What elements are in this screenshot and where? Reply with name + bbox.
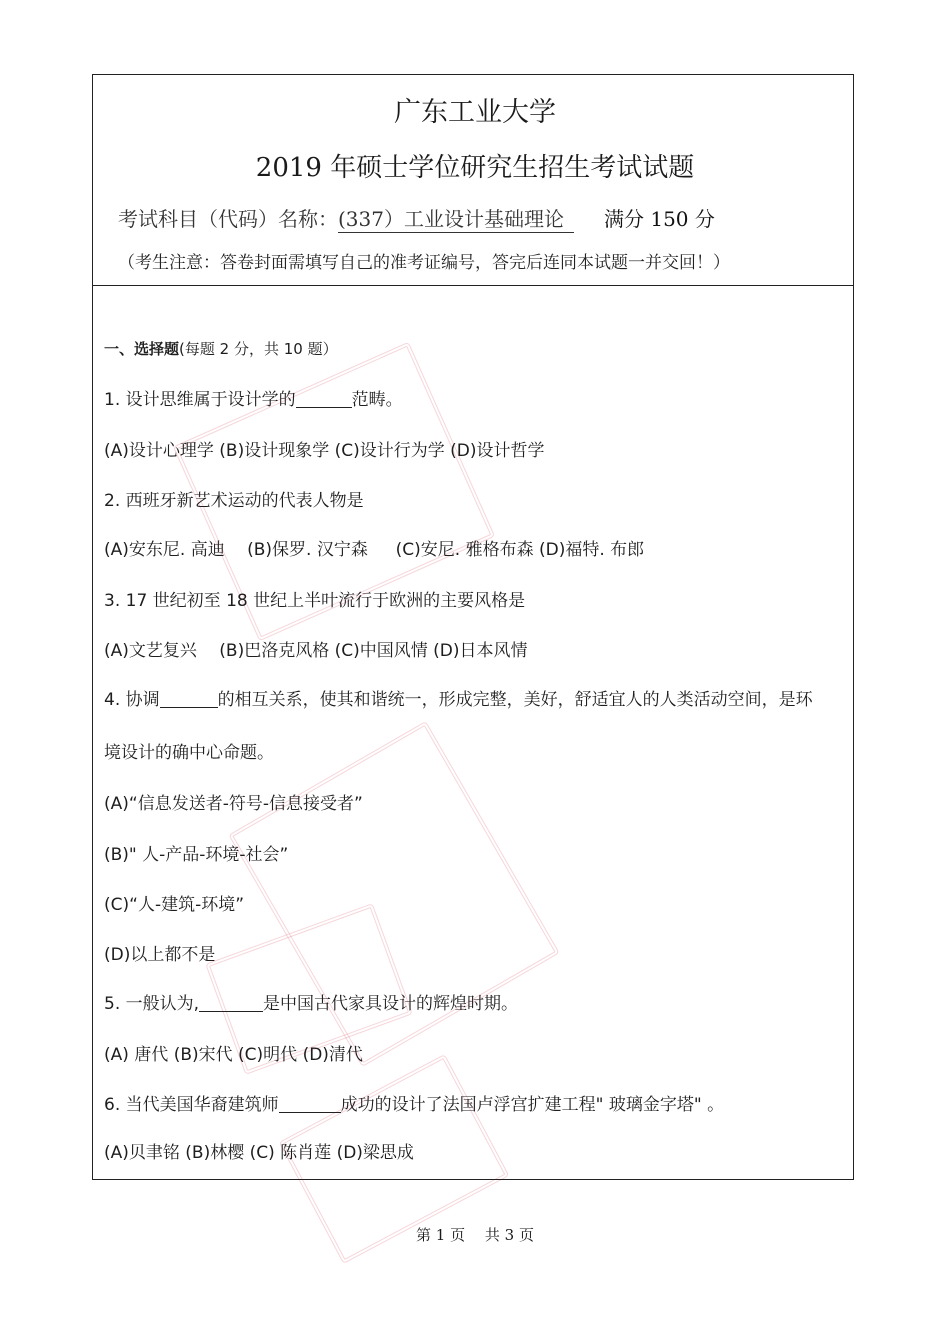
full-score: 满分 150 分 <box>603 207 715 231</box>
exam-frame <box>92 74 854 1180</box>
university-name: 广东工业大学 <box>394 97 556 128</box>
section-title <box>104 338 338 359</box>
question-4 <box>104 685 813 710</box>
question-text: 5. 一般认为, <box>104 994 200 1014</box>
question-6-options: (A)贝聿铭 (B)林樱 (C) 陈肖莲 (D)梁思成 <box>104 1143 414 1163</box>
page-number: 第 1 页 共 3 页 <box>416 1226 534 1244</box>
subject-code-name: (337）工业设计基础理论 <box>338 207 574 233</box>
question-5-options: (A) 唐代 (B)宋代 (C)明代 (D)清代 <box>104 1045 363 1065</box>
question-text: 是中国古代家具设计的辉煌时期。 <box>263 994 519 1014</box>
answer-blank <box>160 690 218 708</box>
answer-blank <box>199 994 263 1012</box>
question-text: 4. 协调 <box>104 690 160 710</box>
subject-prefix: 考试科目（代码）名称： <box>118 207 338 231</box>
question-5 <box>104 989 518 1014</box>
question-4-option-b: (B)" 人-产品-环境-社会” <box>104 845 289 865</box>
question-4-option-c: (C)“人-建筑-环境” <box>104 895 245 915</box>
question-text: 成功的设计了法国卢浮宫扩建工程" 玻璃金字塔" 。 <box>340 1095 725 1115</box>
header-divider <box>92 285 854 286</box>
question-text: 6. 当代美国华裔建筑师 <box>104 1095 279 1115</box>
question-text: 的相互关系，使其和谐统一，形成完整，美好，舒适宜人的人类活动空间，是环 <box>217 690 813 710</box>
question-3-options: (A)文艺复兴 (B)巴洛克风格 (C)中国风情 (D)日本风情 <box>104 641 528 661</box>
exam-subject <box>118 203 715 232</box>
question-3: 3. 17 世纪初至 18 世纪上半叶流行于欧洲的主要风格是 <box>104 591 526 611</box>
question-1 <box>104 385 403 410</box>
answer-blank <box>296 390 352 408</box>
exam-title: 2019 年硕士学位研究生招生考试试题 <box>255 153 695 183</box>
question-4-option-a: (A)“信息发送者-符号-信息接受者” <box>104 794 363 814</box>
question-text: 范畴。 <box>351 390 403 410</box>
question-2-options: (A)安东尼. 高迪 (B)保罗. 汉宁森 (C)安尼. 雅格布森 (D)福特. 布郎 <box>104 540 645 560</box>
question-text: 1. 设计思维属于设计学的 <box>104 390 296 410</box>
question-1-options: (A)设计心理学 (B)设计现象学 (C)设计行为学 (D)设计哲学 <box>104 441 545 461</box>
question-4-continued: 境设计的确中心命题。 <box>104 743 274 763</box>
answer-blank <box>279 1095 341 1113</box>
section-note: (每题 2 分，共 10 题） <box>179 340 338 358</box>
section-title-text: 一、选择题 <box>104 340 180 358</box>
question-2: 2. 西班牙新艺术运动的代表人物是 <box>104 491 364 511</box>
question-4-option-d: (D)以上都不是 <box>104 945 216 965</box>
question-6 <box>104 1090 724 1115</box>
candidate-notice: （考生注意：答卷封面需填写自己的准考证编号，答完后连同本试题一并交回！） <box>118 253 730 273</box>
